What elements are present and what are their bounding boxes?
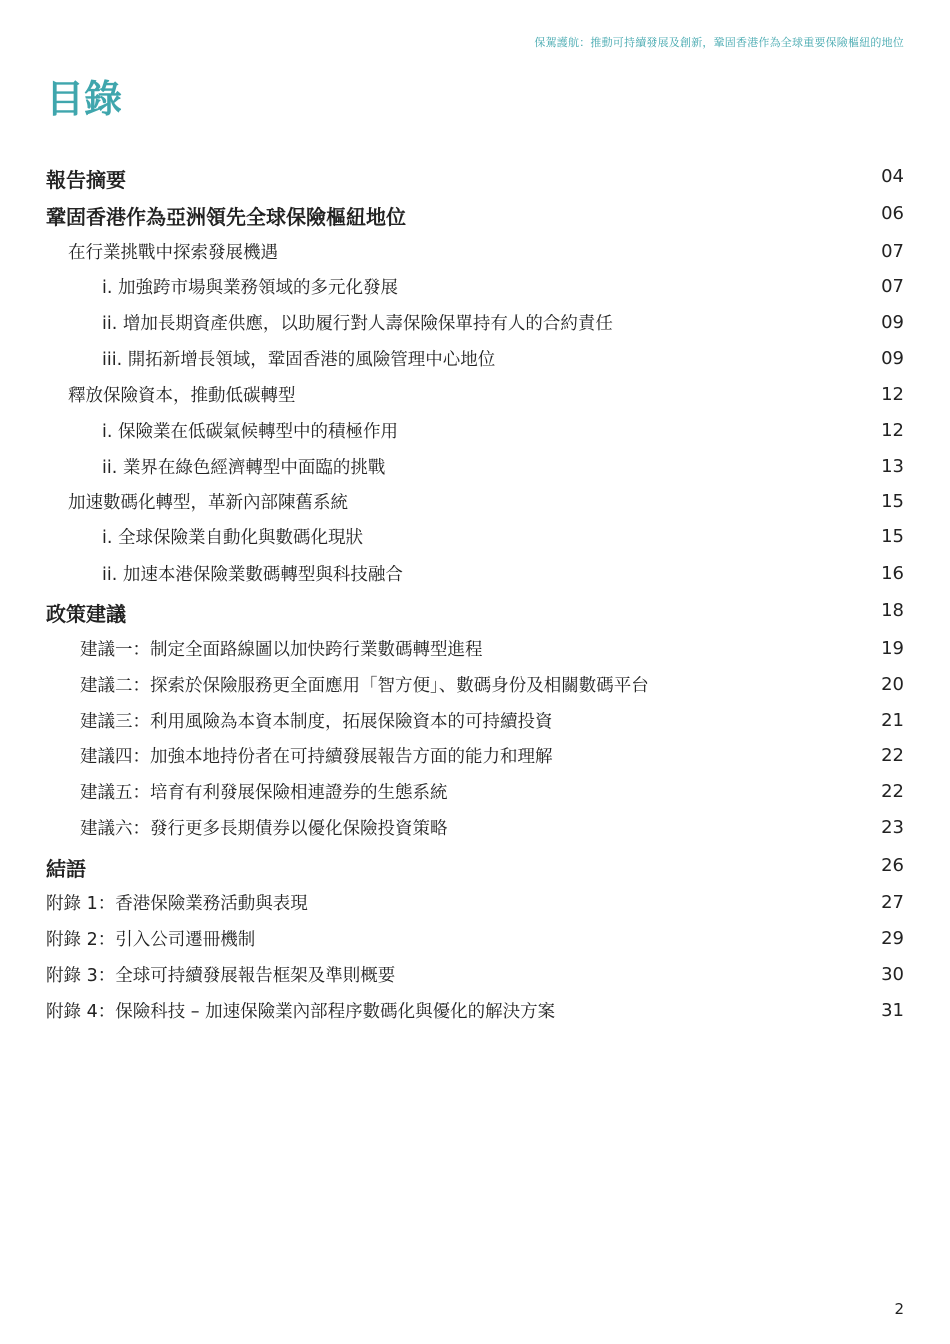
page-title: 目錄 bbox=[46, 77, 123, 121]
toc-entry-label: 釋放保險資本，推動低碳轉型 bbox=[68, 386, 296, 406]
toc-entry-page: 15 bbox=[881, 526, 904, 547]
toc-entry-label: 附錄 1：香港保險業務活動與表現 bbox=[46, 894, 308, 914]
toc-entry-label: 建議五：培育有利發展保險相連證券的生態系統 bbox=[80, 783, 448, 803]
toc-entry-label: i. 保險業在低碳氣候轉型中的積極作用 bbox=[102, 422, 398, 442]
toc-entry-label: 建議二：探索於保險服務更全面應用「智方便」、數碼身份及相關數碼平台 bbox=[80, 676, 649, 696]
toc-entry-page: 06 bbox=[881, 203, 904, 224]
toc-entry-label: ii. 加速本港保險業數碼轉型與科技融合 bbox=[102, 565, 403, 585]
toc-entry-label: 建議四：加強本地持份者在可持續發展報告方面的能力和理解 bbox=[80, 747, 553, 767]
toc-entry-recommendation[interactable] bbox=[0, 708, 950, 738]
toc-entry-page: 22 bbox=[881, 745, 904, 766]
toc-entry-label: iii. 開拓新增長領域，鞏固香港的風險管理中心地位 bbox=[102, 350, 496, 370]
toc-entry-appendix[interactable] bbox=[0, 890, 950, 920]
toc-entry-page: 04 bbox=[881, 166, 904, 187]
toc-entry-executive-summary[interactable] bbox=[0, 164, 950, 194]
toc-entry-page: 18 bbox=[881, 600, 904, 621]
toc-entry-page: 31 bbox=[881, 1000, 904, 1021]
toc-entry-label: 報告摘要 bbox=[46, 168, 126, 192]
running-header: 保駕護航：推動可持續發展及創新，鞏固香港作為全球重要保險樞紐的地位 bbox=[534, 36, 904, 49]
toc-entry-subsection[interactable] bbox=[0, 274, 950, 304]
toc-entry-label: 建議六：發行更多長期債券以優化保險投資策略 bbox=[80, 819, 448, 839]
toc-entry-page: 13 bbox=[881, 456, 904, 477]
toc-entry-page: 20 bbox=[881, 674, 904, 695]
toc-entry-label: 鞏固香港作為亞洲領先全球保險樞紐地位 bbox=[46, 205, 406, 229]
toc-entry-recommendation[interactable] bbox=[0, 815, 950, 845]
toc-entry-recommendation[interactable] bbox=[0, 636, 950, 666]
toc-entry-subsection[interactable] bbox=[0, 561, 950, 591]
toc-entry-section-opportunities[interactable] bbox=[0, 239, 950, 269]
toc-entry-page: 15 bbox=[881, 491, 904, 512]
toc-entry-conclusion[interactable] bbox=[0, 853, 950, 883]
toc-entry-page: 12 bbox=[881, 384, 904, 405]
toc-entry-subsection[interactable] bbox=[0, 418, 950, 448]
toc-entry-label: 附錄 4：保險科技 – 加速保險業內部程序數碼化與優化的解決方案 bbox=[46, 1002, 556, 1022]
toc-entry-page: 27 bbox=[881, 892, 904, 913]
toc-entry-label: 建議三：利用風險為本資本制度，拓展保險資本的可持續投資 bbox=[80, 712, 553, 732]
toc-entry-label: i. 全球保險業自動化與數碼化現狀 bbox=[102, 528, 363, 548]
toc-entry-appendix[interactable] bbox=[0, 962, 950, 992]
toc-entry-recommendation[interactable] bbox=[0, 743, 950, 773]
toc-entry-recommendation[interactable] bbox=[0, 672, 950, 702]
toc-entry-section-digital[interactable] bbox=[0, 489, 950, 519]
toc-entry-label: 結語 bbox=[46, 857, 86, 881]
toc-entry-page: 19 bbox=[881, 638, 904, 659]
toc-entry-subsection[interactable] bbox=[0, 346, 950, 376]
toc-entry-page: 16 bbox=[881, 563, 904, 584]
toc-entry-page: 09 bbox=[881, 348, 904, 369]
toc-entry-section-low-carbon[interactable] bbox=[0, 382, 950, 412]
toc-entry-label: ii. 增加長期資產供應，以助履行對人壽保險保單持有人的合約責任 bbox=[102, 314, 613, 334]
toc-entry-label: 在行業挑戰中探索發展機遇 bbox=[68, 243, 278, 263]
toc-entry-appendix[interactable] bbox=[0, 998, 950, 1028]
toc-entry-label: 建議一：制定全面路線圖以加快跨行業數碼轉型進程 bbox=[80, 640, 483, 660]
toc-entry-appendix[interactable] bbox=[0, 926, 950, 956]
toc-entry-page: 07 bbox=[881, 276, 904, 297]
toc-entry-subsection[interactable] bbox=[0, 310, 950, 340]
toc-entry-page: 09 bbox=[881, 312, 904, 333]
toc-entry-page: 12 bbox=[881, 420, 904, 441]
toc-entry-page: 30 bbox=[881, 964, 904, 985]
toc-entry-subsection[interactable] bbox=[0, 524, 950, 554]
toc-entry-label: 政策建議 bbox=[46, 602, 126, 626]
toc-entry-recommendation[interactable] bbox=[0, 779, 950, 809]
toc-entry-page: 23 bbox=[881, 817, 904, 838]
toc-entry-page: 26 bbox=[881, 855, 904, 876]
toc-entry-page: 22 bbox=[881, 781, 904, 802]
toc-entry-label: 加速數碼化轉型，革新內部陳舊系統 bbox=[68, 493, 348, 513]
toc-entry-page: 29 bbox=[881, 928, 904, 949]
page-number: 2 bbox=[894, 1300, 904, 1318]
toc-entry-label: 附錄 3：全球可持續發展報告框架及準則概要 bbox=[46, 966, 396, 986]
toc-entry-label: ii. 業界在綠色經濟轉型中面臨的挑戰 bbox=[102, 458, 386, 478]
toc-entry-label: i. 加強跨市場與業務領域的多元化發展 bbox=[102, 278, 398, 298]
toc-entry-page: 07 bbox=[881, 241, 904, 262]
toc-entry-page: 21 bbox=[881, 710, 904, 731]
toc-entry-chapter-policy[interactable] bbox=[0, 598, 950, 628]
toc-entry-chapter-hub[interactable] bbox=[0, 201, 950, 231]
toc-entry-subsection[interactable] bbox=[0, 454, 950, 484]
toc-entry-label: 附錄 2：引入公司遷冊機制 bbox=[46, 930, 256, 950]
